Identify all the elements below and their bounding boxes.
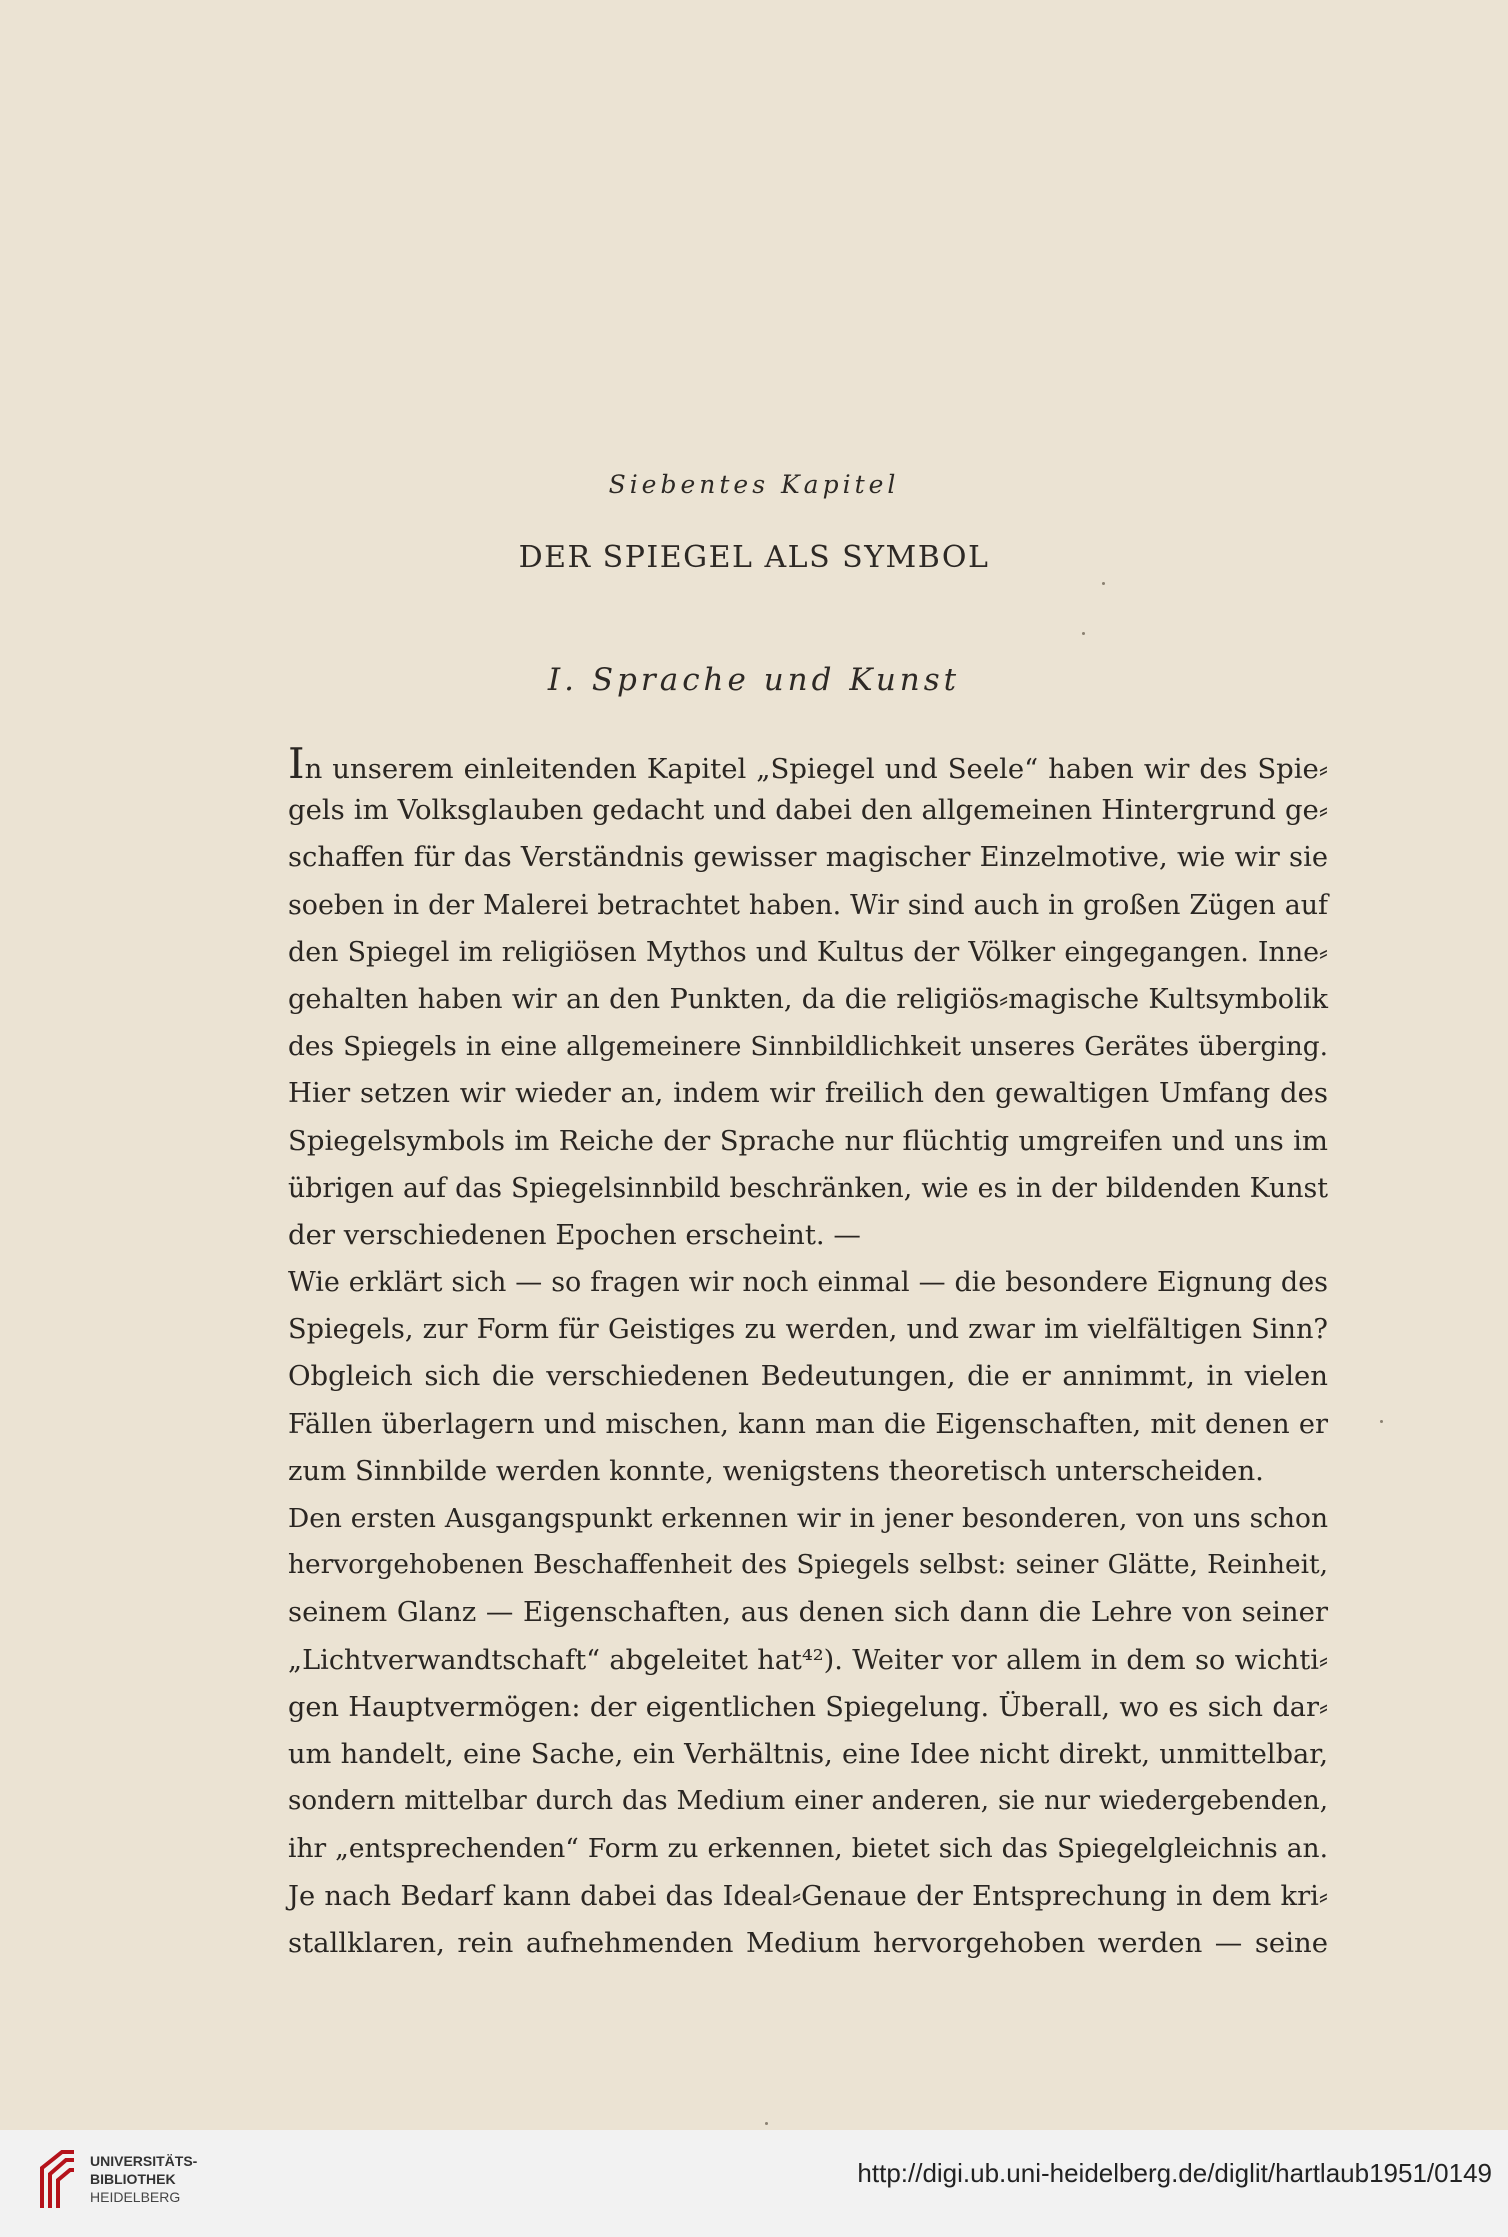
text-line: den Spiegel im religiösen Mythos und Kultus der Völker eingegangen. Inne⸗ (288, 936, 1328, 968)
text-line: ihr „entsprechenden“ Form zu erkennen, bietet sich das Spiegelgleichnis an. (288, 1833, 1328, 1865)
text-line: Spiegelsymbols im Reiche der Sprache nur flüchtig umgreifen und uns im (288, 1124, 1328, 1157)
text-line: hervorgehobenen Beschaffenheit des Spiegels selbst: seiner Glätte, Reinheit, (288, 1550, 1328, 1581)
text-line: seinem Glanz — Eigenschaften, aus denen sich dann die Lehre von seiner (288, 1596, 1328, 1629)
chapter-label: Siebentes Kapitel (608, 470, 900, 499)
text-line: schaffen für das Verständnis gewisser magischer Einzelmotive, wie wir sie (288, 842, 1328, 874)
text-line: gels im Volksglauben gedacht und dabei den allgemeinen Hintergrund ge⸗ (288, 794, 1328, 827)
text-line: soeben in der Malerei betrachtet haben. Wir sind auch in großen Zügen auf (288, 889, 1328, 921)
text-line: In unserem einleitenden Kapitel „Spiegel und Seele“ haben wir des Spie⸗ (288, 739, 1328, 788)
text-line: stallklaren, rein aufnehmenden Medium hervorgehoben werden — seine (288, 1926, 1328, 1959)
text-line: übrigen auf das Spiegelsinnbild beschränken, wie es in der bildenden Kunst (288, 1172, 1328, 1204)
text-line: Den ersten Ausgangspunkt erkennen wir in jener besonderen, von uns schon (288, 1503, 1328, 1534)
text-line: Fällen überlagern und mischen, kann man die Eigenschaften, mit denen er (288, 1408, 1328, 1440)
text-line: Je nach Bedarf kann dabei das Ideal⸗Genaue der Entsprechung in dem kri⸗ (288, 1880, 1328, 1912)
text-line: um handelt, eine Sache, ein Verhältnis, eine Idee nicht direkt, unmittelbar, (288, 1738, 1328, 1770)
chapter-title: DER SPIEGEL ALS SYMBOL (518, 540, 990, 575)
library-logo-icon (34, 2148, 78, 2210)
text-line: zum Sinnbilde werden konnte, wenigstens theoretisch unterscheiden. (288, 1454, 1264, 1487)
text-line: Hier setzen wir wieder an, indem wir freilich den gewaltigen Umfang des (288, 1077, 1328, 1110)
text-line: Spiegels, zur Form für Geistiges zu werden, und zwar im vielfältigen Sinn? (288, 1314, 1328, 1346)
text-line: „Lichtverwandtschaft“ abgeleitet hat⁴²). Weiter vor allem in dem so wichti⸗ (288, 1644, 1328, 1676)
text-line: des Spiegels in eine allgemeinere Sinnbildlichkeit unseres Gerätes überging. (288, 1031, 1328, 1063)
text-line: der verschiedenen Epochen erscheint. — (288, 1218, 861, 1251)
paper-speck (1380, 1420, 1383, 1423)
text-line: Wie erklärt sich — so fragen wir noch einmal — die besondere Eignung des (288, 1267, 1328, 1299)
section-title: I. Sprache und Kunst (547, 662, 961, 698)
drop-cap: I (288, 739, 305, 788)
body-text (288, 740, 1328, 1967)
text-line: sondern mittelbar durch das Medium einer anderen, sie nur wiedergebenden, (288, 1786, 1328, 1817)
library-name: UNIVERSITÄTS- BIBLIOTHEK HEIDELBERG (90, 2153, 198, 2205)
paper-speck (1102, 582, 1105, 585)
text-line: Obgleich sich die verschiedenen Bedeutungen, die er annimmt, in vielen (288, 1360, 1328, 1393)
source-url[interactable]: http://digi.ub.uni-heidelberg.de/diglit/hartlaub1951/0149 (857, 2158, 1492, 2188)
text-line: gehalten haben wir an den Punkten, da die religiös⸗magische Kultsymbolik (288, 983, 1328, 1015)
paper-speck (765, 2122, 768, 2125)
text-line: gen Hauptvermögen: der eigentlichen Spiegelung. Überall, wo es sich dar⸗ (288, 1691, 1328, 1723)
paper-speck (1082, 632, 1085, 635)
footer-bar (0, 2130, 1508, 2237)
